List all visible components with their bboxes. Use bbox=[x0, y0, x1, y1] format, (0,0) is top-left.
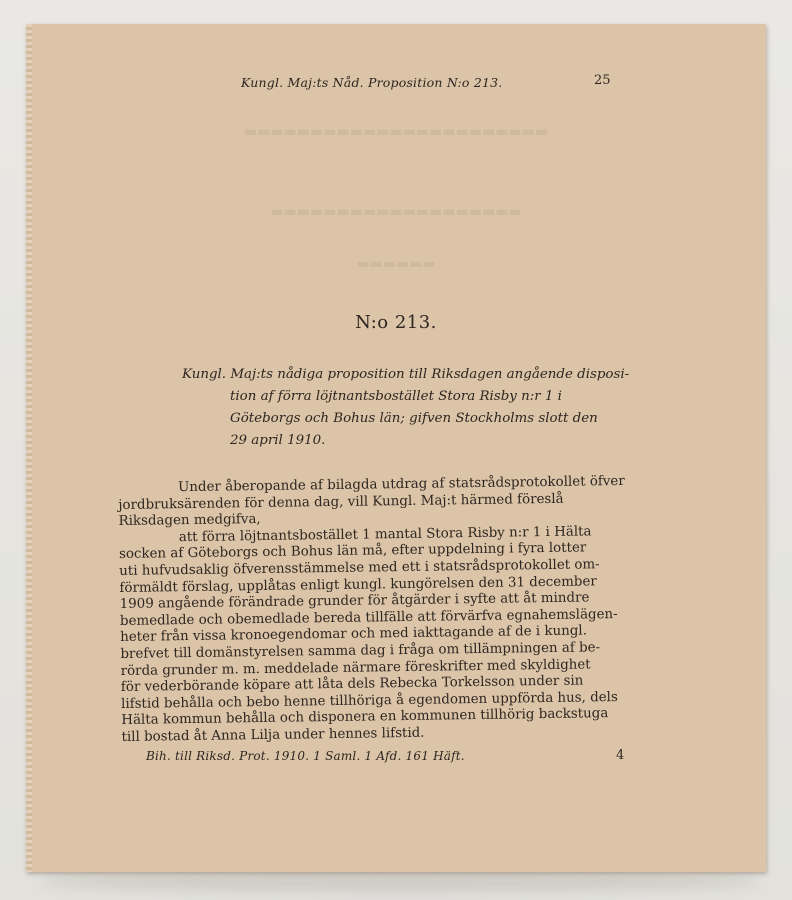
title-line: Kungl. Maj:ts nådiga proposition till Riksdagen angående disposi- bbox=[182, 367, 630, 382]
body-line: socken af Göteborgs och Bohus län må, efter uppdelning i fyra lotter bbox=[118, 540, 587, 563]
body-line: brefvet till domänstyrelsen samma dag i fråga om tillämpningen af be- bbox=[120, 640, 601, 662]
document-number: N:o 213. bbox=[355, 312, 437, 333]
title-line: 29 april 1910. bbox=[230, 433, 326, 448]
body-line: Under åberopande af bilagda utdrag af statsrådsprotokollet öfver bbox=[177, 473, 625, 496]
body-line: för vederbörande köpare att låta dels Rebecka Torkelsson under sin bbox=[120, 673, 584, 696]
page-number: 25 bbox=[594, 73, 611, 88]
body-line: Hälta kommun behålla och disponera en kommunen tillhörig backstuga bbox=[121, 706, 609, 729]
body-line: jordbruksärenden för denna dag, vill Kungl. Maj:t härmed föreslå bbox=[118, 491, 564, 513]
body-line: Riksdagen medgifva, bbox=[118, 512, 261, 530]
document-page bbox=[26, 24, 766, 872]
body-line: 1909 angående förändrade grunder för åtgärder i syfte att åt mindre bbox=[119, 590, 590, 613]
body-line: bemedlade och obemedlade bereda tillfälle att förvärfva egnahemslägen- bbox=[119, 606, 618, 629]
body-line: heter från vissa kronoegendomar och med iakttagande af de i kungl. bbox=[120, 623, 588, 646]
footer-reference: Bih. till Riksd. Prot. 1910. 1 Saml. 1 Afd. 161 Häft. bbox=[146, 749, 465, 763]
body-line: förmäldt förslag, upplåtas enligt kungl. kungörelsen den 31 december bbox=[119, 573, 597, 596]
sheet-number: 4 bbox=[616, 748, 625, 763]
body-line: rörda grunder m. m. meddelade närmare föreskrifter med skyldighet bbox=[120, 656, 591, 679]
body-line: till bostad åt Anna Lilja under hennes lifstid. bbox=[121, 725, 425, 745]
title-line: Göteborgs och Bohus län; gifven Stockholms slott den bbox=[230, 411, 598, 426]
body-line: lifstid behålla och bebo henne tillhöriga å egendomen uppförda hus, dels bbox=[121, 689, 618, 712]
title-line: tion af förra löjtnantsbostället Stora Risby n:r 1 i bbox=[230, 389, 562, 404]
bleed-through-text: ▬▬▬▬▬▬▬▬▬▬▬▬▬▬▬▬▬▬▬▬▬▬▬ bbox=[243, 124, 549, 140]
bleed-through-text: ▬▬▬▬▬▬▬▬▬▬▬▬▬▬▬▬▬▬▬ bbox=[270, 204, 522, 220]
body-line: uti hufvudsaklig öfverensstämmelse med ett i statsrådsprotokollet om- bbox=[119, 557, 600, 579]
page-shadow bbox=[40, 870, 760, 892]
body-line: att förra löjtnantsbostället 1 mantal Stora Risby n:r 1 i Hälta bbox=[178, 524, 592, 545]
proposition-title bbox=[182, 364, 647, 452]
body-text bbox=[118, 474, 644, 747]
running-head: Kungl. Maj:ts Nåd. Proposition N:o 213. bbox=[241, 75, 503, 90]
bleed-through-text: ▬▬▬▬▬▬ bbox=[356, 256, 436, 272]
